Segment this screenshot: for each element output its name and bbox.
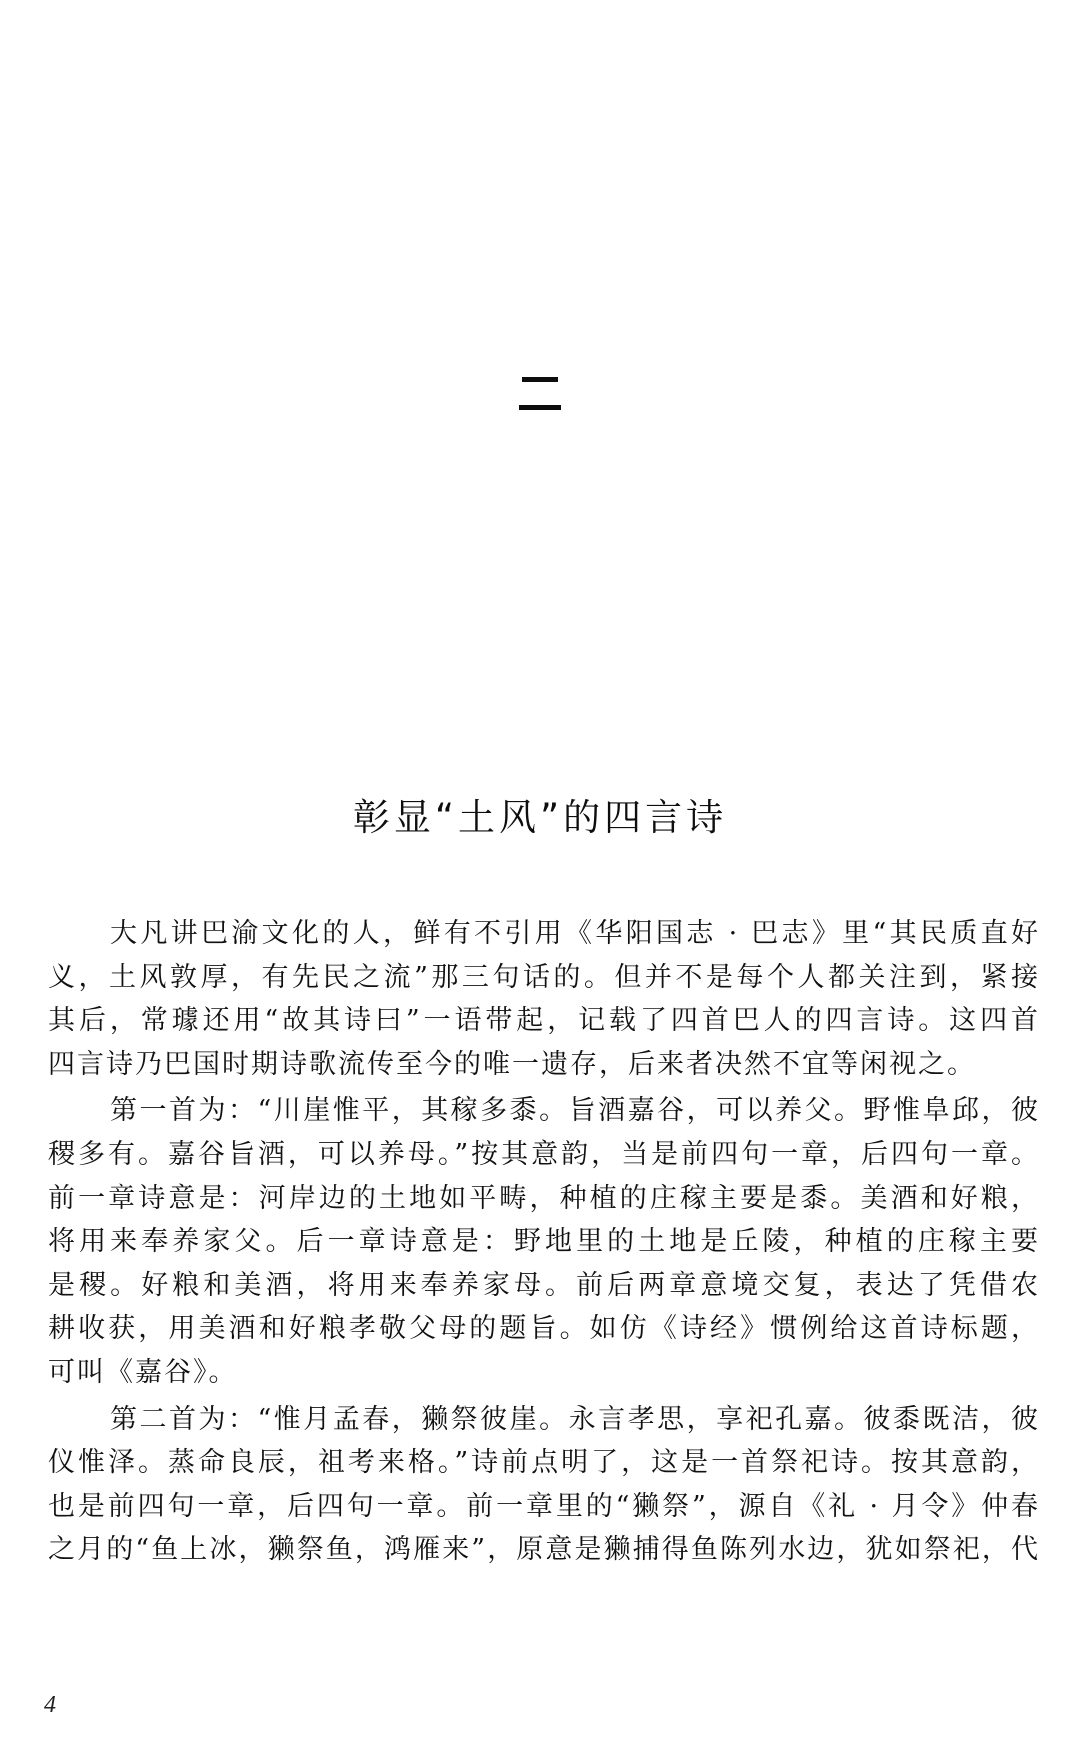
- numeral-stroke-top: [522, 377, 558, 382]
- paragraph-1-line-3: 其后，常璩还用“故其诗曰”一语带起，记载了四首巴人的四言诗。这四首: [48, 1005, 1040, 1037]
- paragraph-2-line-1: 第一首为：“川崖惟平，其稼多黍。旨酒嘉谷，可以养父。野惟阜邱，彼: [110, 1095, 1040, 1127]
- paragraph-3-line-1: 第二首为：“惟月孟春，獭祭彼崖。永言孝思，享祀孔嘉。彼黍既洁，彼: [110, 1403, 1040, 1435]
- numeral-stroke-bottom: [519, 405, 561, 410]
- paragraph-3-line-3: 也是前四句一章，后四句一章。前一章里的“獭祭”，源自《礼 · 月令》仲春: [48, 1490, 1040, 1522]
- paragraph-2-line-6: 耕收获，用美酒和好粮孝敬父母的题旨。如仿《诗经》惯例给这首诗标题，: [48, 1313, 1040, 1345]
- chapter-number: [0, 372, 1080, 414]
- paragraph-3-line-2: 仪惟泽。蒸命良辰，祖考来格。”诗前点明了，这是一首祭祀诗。按其意韵，: [48, 1447, 1040, 1479]
- paragraph-1-line-1: 大凡讲巴渝文化的人，鲜有不引用《华阳国志 · 巴志》里“其民质直好: [110, 918, 1040, 949]
- paragraph-2-line-2: 稷多有。嘉谷旨酒，可以养母。”按其意韵，当是前四句一章，后四句一章。: [48, 1138, 1040, 1170]
- paragraph-2-line-5: 是稷。好粮和美酒，将用来奉养家母。前后两章意境交复，表达了凭借农: [48, 1269, 1040, 1301]
- page-number: 4: [44, 1692, 56, 1718]
- paragraph-2-line-3: 前一章诗意是：河岸边的土地如平畴，种植的庄稼主要是黍。美酒和好粮，: [48, 1182, 1040, 1214]
- paragraph-1-line-2: 义，土风敦厚，有先民之流”那三句话的。但并不是每个人都关注到，紧接: [48, 961, 1040, 993]
- paragraph-2-line-4: 将用来奉养家父。后一章诗意是：野地里的土地是丘陵，种植的庄稼主要: [48, 1226, 1040, 1258]
- chapter-numeral-text: [518, 372, 519, 373]
- body-text: [48, 912, 1040, 1572]
- paragraph-1-line-4: 四言诗乃巴国时期诗歌流传至今的唯一遗存，后来者决然不宜等闲视之。: [48, 1048, 976, 1080]
- paragraph-2-line-7: 可叫《嘉谷》。: [48, 1356, 238, 1388]
- paragraph-3-line-4: 之月的“鱼上冰，獭祭鱼，鸿雁来”，原意是獭捕得鱼陈列水边，犹如祭祀，代: [48, 1534, 1040, 1566]
- section-title: 彰显“土风”的四言诗: [352, 795, 728, 839]
- chapter-numeral-glyph: [518, 372, 562, 414]
